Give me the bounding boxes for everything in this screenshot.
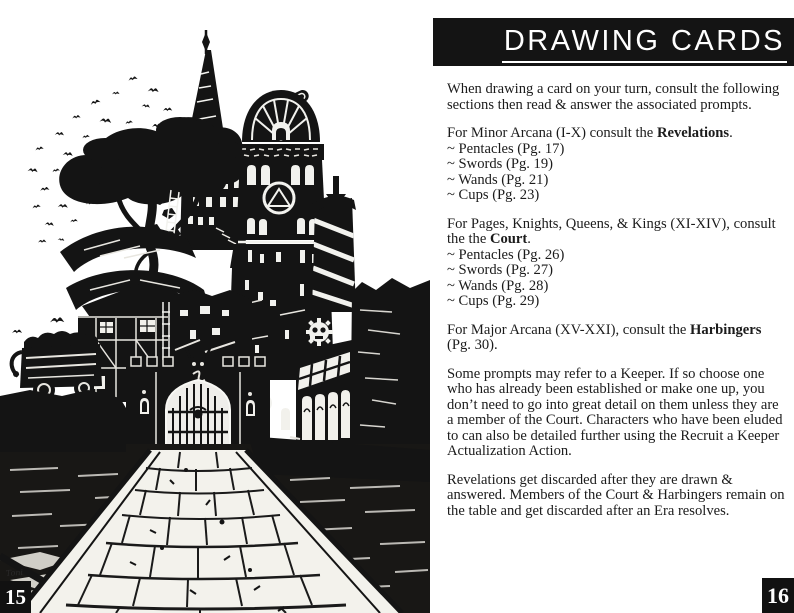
court-lead-text: For Pages, Knights, Queens, & Kings (XI-XIV), consult the the (447, 215, 776, 247)
court-lead (447, 217, 787, 248)
major-lead-suffix: (Pg. 30). (447, 337, 498, 353)
minor-lead-period: . (729, 125, 733, 141)
perched-bird-icon (50, 317, 64, 322)
list-item: ~ Cups (Pg. 29) (447, 293, 540, 309)
skull-emblem-icon (189, 356, 207, 376)
revelations-keyword: Revelations (656, 125, 730, 141)
list-item: ~ Wands (Pg. 21) (447, 171, 549, 188)
list-item: ~ Pentacles (Pg. 26) (447, 246, 565, 263)
court-lead-period: . (527, 231, 531, 247)
keeper-paragraph: Some prompts may refer to a Keeper. If so choose one who has already been established or make one up, you don’t need to go into great detail on them unless they are a member of the Court. Characters who have been eluded to can also be detailed further using the Recruit a Keeper Actualization Action. (447, 365, 783, 459)
discard-paragraph: Revelations get discarded after they are drawn & answered. Members of the Court & Harbingers remain on the table and get discarded after an Era resolves. (447, 471, 785, 519)
gear-emblem-icon (306, 318, 333, 346)
section-header-bar (433, 18, 794, 66)
court-section (447, 217, 787, 310)
minor-arcana-section (447, 126, 787, 204)
list-item: ~ Swords (Pg. 19) (447, 156, 554, 172)
spiral-column-icon (312, 196, 356, 312)
list-item: ~ Swords (Pg. 27) (447, 262, 554, 278)
list-item: ~ Wands (Pg. 28) (447, 277, 549, 294)
minor-lead-text: For Minor Arcana (I-X) consult the (447, 125, 657, 141)
page-number-left: 15 (0, 581, 31, 613)
major-lead-text: For Major Arcana (XV-XXI), consult the (447, 321, 691, 338)
major-arcana-lead (447, 323, 767, 354)
right-buildings-icon (350, 278, 430, 472)
intro-paragraph: When drawing a card on your turn, consult the following sections then read & answer the associated prompts. (447, 81, 780, 113)
harbingers-keyword: Harbingers (690, 321, 762, 338)
page-number-right: 16 (762, 578, 794, 613)
list-item: ~ Cups (Pg. 23) (447, 187, 540, 203)
rules-text-column (447, 82, 787, 532)
minor-arcana-lead (447, 126, 787, 142)
page-title: DRAWING CARDS (502, 25, 787, 63)
artist-signature: Toni (5, 567, 24, 578)
list-item: ~ Pentacles (Pg. 17) (447, 140, 565, 157)
court-keyword: Court (489, 231, 528, 247)
